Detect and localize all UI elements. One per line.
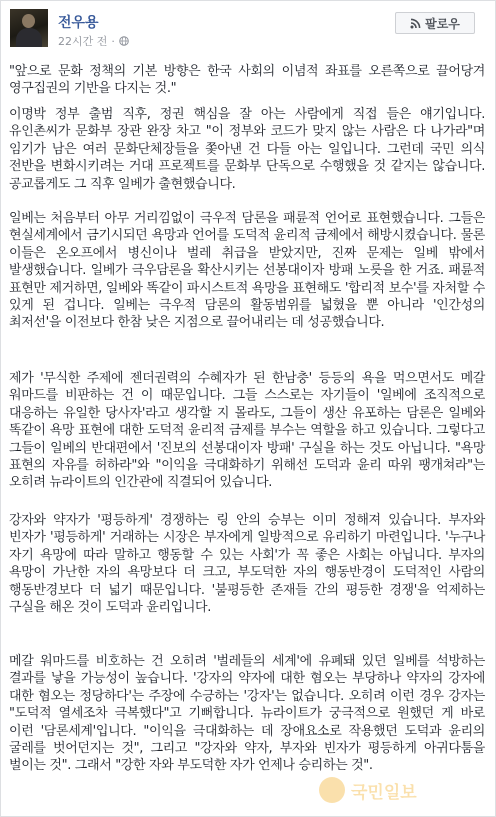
watermark xyxy=(319,777,417,803)
avatar-body-shape xyxy=(16,28,42,47)
post-timestamp[interactable]: 22시간 전 xyxy=(58,35,108,48)
post-paragraph-2: 이명박 정부 출범 직후, 정권 핵심을 잘 아는 사람에게 직접 들은 얘기입니다. 유인촌씨가 문화부 장관 완장 차고 "이 정부와 코드가 맞지 않는 사람은 다 나가라"며 임기가 남은 여러 문화단체장들을 쫓아낸 건 다들 아는 일입니다. 그런데 국민 의식 전반을 변화시키려는 거대 프로젝트를 문화부 단독으로 수행했을 것 같지는 않습니다. 공교롭게도 그 직후 일베가 출현했습니다. xyxy=(9,107,485,192)
post-paragraph-6: 메갈 워마드를 비호하는 건 오히려 '벌레들의 세계'에 유폐돼 있던 일베를 석방하는 결과를 낳을 가능성이 높습니다. '강자의 약자에 대한 혐오는 부당하나 약자의 강자에 대한 혐오는 정당하다'는 주장에 수긍하는 '강자'는 없습니다. 오히려 이런 경우 강자는 "도덕적 열세조차 극복했다"고 기뻐합니다. 뉴라이트가 궁극적으로 원했던 게 바로 이런 '담론세계'입니다. "이익을 극대화하는 데 장애요소로 작용했던 도덕과 윤리의 굴레를 벗어던지는 것", 그리고 "강자와 약자, 부자와 빈자가 평등하게 아귀다툼을 벌이는 것". 그래서 "강한 자와 부도덕한 자가 언제나 승리하는 것". xyxy=(9,654,485,774)
follow-button-label: 팔로우 xyxy=(425,16,460,31)
post-meta xyxy=(58,33,129,49)
follow-button[interactable] xyxy=(395,12,475,34)
avatar-head-shape xyxy=(22,14,35,28)
post-paragraph-5: 강자와 약자가 '평등하게' 경쟁하는 링 안의 승부는 이미 정해져 있습니다. 부자와 빈자가 '평등하게' 거래하는 시장은 부자에게 일방적으로 유리하기 마련입니다. '누구나 자기 욕망에 따라 말하고 행동할 수 있는 사회'가 꼭 좋은 사회는 아닙니다. 부자의 욕망이 가난한 자의 욕망보다 더 크고, 부도덕한 자의 행동반경이 도덕적인 사람의 행동반경보다 더 넓기 때문입니다. '불평등한 존재들 간의 평등한 경쟁'을 억제하는 구실을 해온 것이 도덕과 윤리입니다. xyxy=(9,513,485,616)
post-header xyxy=(1,1,495,53)
rss-icon xyxy=(410,18,421,29)
globe-icon xyxy=(119,36,129,46)
meta-separator: · xyxy=(111,34,115,48)
post-paragraph-1: "앞으로 문화 정책의 기본 방향은 한국 사회의 이념적 좌표를 오른쪽으로 끌어당겨 영구집권의 기반을 다지는 것." xyxy=(9,64,485,97)
watermark-text: 국민일보 xyxy=(351,782,417,803)
post-paragraph-3: 일베는 처음부터 아무 거리낌없이 극우적 담론을 패륜적 언어로 표현했습니다. 그들은 현실세계에서 금기시되던 욕망과 언어를 도덕적 윤리적 금제에서 해방시켰습니다. 물론 이들은 온오프에서 병신이나 벌레 취급을 받았지만, 진짜 문제는 일베 밖에서 발생했습니다. 일베가 극우담론을 확산시키는 선봉대이자 방패 노릇을 한 거죠. 패륜적 표현만 제거하면, 일베와 똑같이 파시스트적 욕망을 표현해도 '합리적 보수'를 자처할 수 있게 된 겁니다. 일베는 극우적 담론의 활동범위를 넓혔을 뿐 아니라 '인간성의 최저선'을 이전보다 한참 낮은 지점으로 끌어내리는 데 성공했습니다. xyxy=(9,211,485,331)
post-paragraph-4: 제가 '무식한 주제에 젠더권력의 수혜자가 된 한남충' 등등의 욕을 먹으면서도 메갈 워마드를 비판하는 건 이 때문입니다. 그들 스스로는 자기들이 '일베에 조직적으로 대응하는 유일한 당사자'라고 생각할 지 몰라도, 그들이 생산 유포하는 담론은 일베와 똑같이 욕망 표현에 대한 도덕적 윤리적 금제를 부수는 역할을 하고 있습니다. 그렇다고 그들이 일베의 반대편에서 '진보의 선봉대이자 방패' 구실을 하는 것도 아닙니다. "욕망 표현의 자유를 허하라"와 "이익을 극대화하기 위해선 도덕과 윤리 따위 팽개쳐라"는 오히려 뉴라이트의 인간관에 직결되어 있습니다. xyxy=(9,371,485,491)
author-name-link[interactable]: 전우용 xyxy=(58,15,99,31)
author-avatar[interactable] xyxy=(10,9,48,47)
watermark-logo-icon xyxy=(319,777,345,803)
